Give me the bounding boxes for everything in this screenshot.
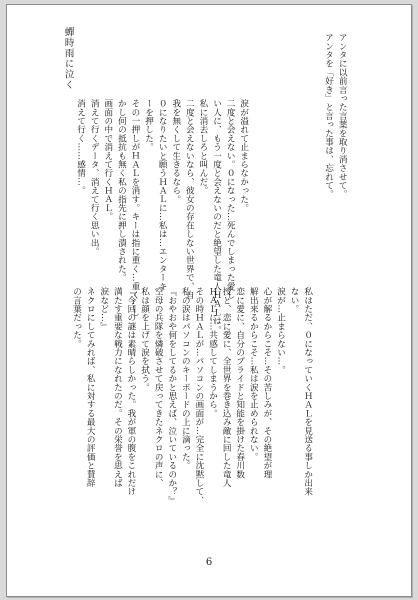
text-line: 授と、恋に愛に、全世界を巻き込み敵に回した竜人 bbox=[221, 287, 232, 488]
text-line: アンタを「好き」と言った事は、忘れて。 bbox=[323, 33, 334, 199]
text-line: 二度と会えない。０になった…死んでしまった愛し bbox=[225, 99, 236, 300]
text-line: ０になりたいと願うＨＡＬに…私は…エンターキ bbox=[157, 99, 168, 291]
top-text-block bbox=[321, 33, 348, 198]
text-line: 私はただ、０になっていくＨＡＬを見送る事しか出来 bbox=[302, 287, 313, 496]
text-line: その一押しがＨＡＬを消す。キーは指に重く…重く…し bbox=[129, 99, 140, 317]
text-line: 恋に愛に、自分のプライドと知能を掛けた春川数 bbox=[234, 287, 245, 479]
text-line: ーを押した。 bbox=[143, 99, 154, 152]
text-line: 消えて行くデータ、消えて行く思い出。 bbox=[89, 99, 100, 256]
text-line: 『今回の謎は素晴らしかった。我が軍の腹をこれだけ bbox=[125, 287, 136, 496]
text-line: 『おやおや何をしてるかと思えば、泣いているのか？』 bbox=[166, 287, 177, 505]
text-line: 私に消去しろと叫んだ。 bbox=[197, 99, 208, 195]
text-line: 空母の兵隊を燐破させて戻ってきたネクロの声に、 bbox=[153, 287, 164, 488]
page-number: 6 bbox=[205, 557, 213, 568]
text-line: 解出来るからこそ…私は涙を止められない。 bbox=[248, 287, 259, 461]
text-line: 私の涙はパソコンのキーボードの上に滴った。 bbox=[180, 287, 191, 470]
book-page bbox=[6, 4, 412, 597]
text-line: 涙など…』 bbox=[98, 287, 109, 331]
text-line: ない。 bbox=[289, 287, 300, 314]
text-line: 我を無くして生きるなら。 bbox=[170, 99, 181, 204]
text-line: 二度と会えないなら、彼女の存在しない世界で、自 bbox=[184, 99, 195, 300]
text-line: い人に、もう一度と会えないのだと絶望した竜人ＨＡＬは。 bbox=[211, 99, 222, 334]
text-line: アンタに以前言った言葉を取り消させて。 bbox=[337, 33, 348, 199]
chapter-title: 蟬時雨に泣く bbox=[62, 27, 74, 90]
text-line: 画面の中で消えて行くＨＡＬ。 bbox=[102, 99, 113, 221]
text-line: その時ＨＡＬが…パソコンの画面が…完全に沈黙して、 bbox=[193, 287, 204, 505]
text-line: かし何の抵抗も無く私の指先に押し潰された。 bbox=[116, 99, 127, 282]
text-line: 心が解るからこそ…その苦しみが、その絶望が理 bbox=[261, 287, 272, 479]
text-line: 涙が溢れて止まらなかった。 bbox=[238, 99, 249, 213]
text-line: 満たす重要な戦力になれたのだ。その栄誉を思えば bbox=[112, 287, 123, 488]
text-line: の言葉だった。 bbox=[71, 287, 82, 348]
text-line: 私は顔を上げて涙を拭う。 bbox=[139, 287, 150, 392]
text-line: ネクロにしてみれば、私に対する最大の評価と賛辞 bbox=[85, 287, 96, 488]
text-line: ＨＡＬに…共感してしまうから。 bbox=[207, 287, 218, 418]
text-line: 涙が…止まらない…。 bbox=[275, 287, 286, 374]
bottom-text-block bbox=[69, 287, 314, 505]
text-line: 消えて行く……感情…。 bbox=[75, 99, 86, 195]
